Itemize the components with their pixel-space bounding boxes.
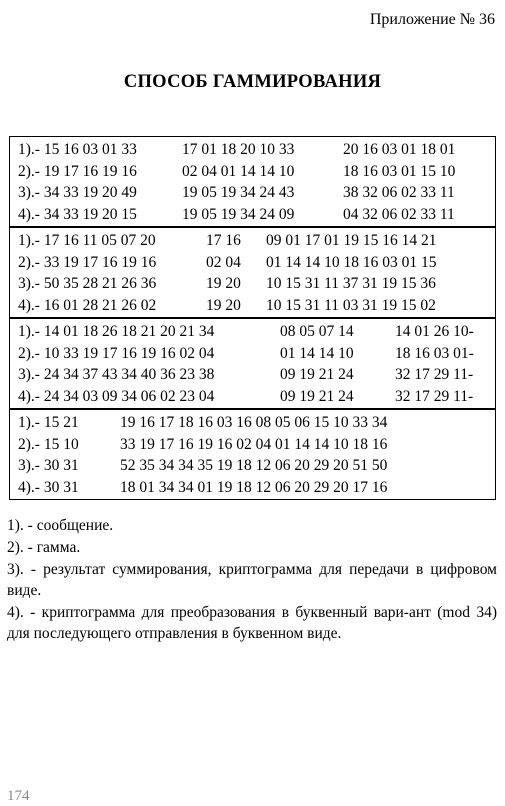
table-row <box>10 434 495 456</box>
table-cell: 18 16 03 01- <box>395 344 474 362</box>
table-cell: 2).- 10 33 19 17 16 19 16 02 04 <box>18 344 215 362</box>
table-cell: 33 19 17 16 19 16 02 04 01 14 14 10 18 16 <box>120 435 388 453</box>
table-row <box>10 273 495 295</box>
table-cell: 2).- 19 17 16 19 16 <box>18 162 137 180</box>
table-cell: 14 01 26 10- <box>395 323 474 340</box>
table-cell: 32 17 29 11- <box>395 387 474 405</box>
table-cell: 3).- 24 34 37 43 34 40 36 23 38 <box>18 366 215 383</box>
table-row <box>10 252 495 274</box>
table-block <box>10 137 495 226</box>
note-sum-result: 3). - результат суммирования, криптограмма для передачи в цифровом виде. <box>7 561 497 599</box>
table-cell: 08 05 07 14 <box>280 323 354 340</box>
appendix-label: Приложение № 36 <box>369 11 495 28</box>
table-cell: 3).- 34 33 19 20 49 <box>18 184 137 201</box>
table-row <box>10 455 495 477</box>
table-cell: 1).- 14 01 18 26 18 21 20 21 34 <box>18 323 215 340</box>
table-block <box>10 408 495 499</box>
table-cell: 09 19 21 24 <box>280 387 354 405</box>
table-cell: 18 01 34 34 01 19 18 12 06 20 29 20 17 16 <box>120 478 388 496</box>
table-cell: 4).- 24 34 03 09 34 06 02 23 04 <box>18 387 215 405</box>
table-row <box>10 477 495 499</box>
table-cell: 32 17 29 11- <box>395 366 474 383</box>
table-cell: 17 01 18 20 10 33 <box>182 141 295 158</box>
table-cell: 19 20 <box>206 275 241 292</box>
code-table <box>9 136 496 500</box>
table-cell: 09 19 21 24 <box>280 366 354 383</box>
table-block <box>10 317 495 408</box>
table-cell: 18 16 03 01 15 10 <box>343 162 456 180</box>
table-cell: 3).- 30 31 <box>18 457 79 474</box>
table-row <box>10 161 495 183</box>
page-number: 174 <box>7 788 30 804</box>
table-row <box>10 343 495 365</box>
table-cell: 20 16 03 01 18 01 <box>343 141 456 158</box>
table-row <box>10 295 495 317</box>
table-cell: 4).- 34 33 19 20 15 <box>18 205 137 223</box>
table-row <box>10 364 495 386</box>
table-cell: 2).- 33 19 17 16 19 16 <box>18 253 157 271</box>
table-cell: 52 35 34 34 35 19 18 12 06 20 29 20 51 50 <box>120 457 388 474</box>
table-row <box>10 230 495 252</box>
table-cell: 1).- 17 16 11 05 07 20 <box>18 232 156 249</box>
table-cell: 19 20 <box>206 296 241 314</box>
table-row <box>10 182 495 204</box>
table-cell: 4).- 16 01 28 21 26 02 <box>18 296 157 314</box>
table-row <box>10 139 495 161</box>
table-cell: 38 32 06 02 33 11 <box>343 184 455 201</box>
table-cell: 4).- 30 31 <box>18 478 79 496</box>
table-row <box>10 321 495 343</box>
table-cell: 19 05 19 34 24 09 <box>182 205 295 223</box>
table-cell: 09 01 17 01 19 15 16 14 21 <box>266 232 437 249</box>
notes <box>7 515 497 645</box>
table-block <box>10 226 495 317</box>
table-cell: 01 14 14 10 18 16 03 01 15 <box>266 253 437 271</box>
note-message: 1). - сообщение. <box>7 517 114 534</box>
table-cell: 17 16 <box>206 232 241 249</box>
table-cell: 3).- 50 35 28 21 26 36 <box>18 275 157 292</box>
table-cell: 1).- 15 16 03 01 33 <box>18 141 137 158</box>
table-cell: 1).- 15 21 <box>18 414 79 431</box>
table-row <box>10 204 495 226</box>
note-gamma: 2). - гамма. <box>7 539 81 556</box>
table-cell: 01 14 14 10 <box>280 344 354 362</box>
table-row <box>10 412 495 434</box>
table-cell: 04 32 06 02 33 11 <box>343 205 455 223</box>
table-cell: 10 15 31 11 37 31 19 15 36 <box>266 275 436 292</box>
table-cell: 19 16 17 18 16 03 16 08 05 06 15 10 33 34 <box>120 414 388 431</box>
table-cell: 10 15 31 11 03 31 19 15 02 <box>266 296 436 314</box>
table-cell: 02 04 <box>206 253 241 271</box>
table-cell: 19 05 19 34 24 43 <box>182 184 295 201</box>
table-cell: 02 04 01 14 14 10 <box>182 162 295 180</box>
page-title: СПОСОБ ГАММИРОВАНИЯ <box>123 72 382 92</box>
table-cell: 2).- 15 10 <box>18 435 79 453</box>
note-cryptogram-letters: 4). - криптограмма для преобразования в буквенный вари-ант (mod 34) для последующего отправления в буквенном виде. <box>7 604 497 642</box>
table-row <box>10 386 495 408</box>
